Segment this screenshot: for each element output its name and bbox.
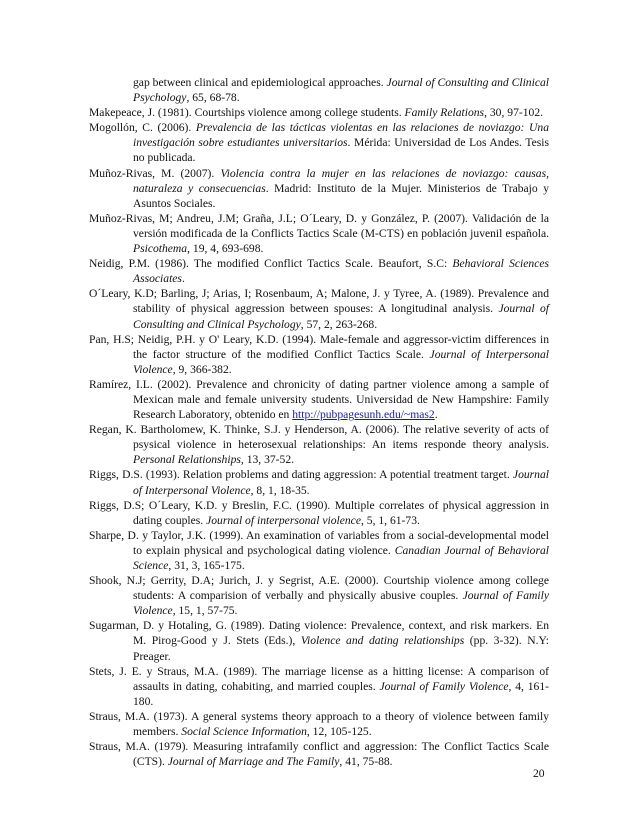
reference-text: . Mérida: Universidad de Los Andes. Tesis no publicada. xyxy=(133,136,549,165)
reference-text: Riggs, D.S; O´Leary, K.D. y Breslin, F.C. (1990). Multiple correlates of physical aggression in dating couples. xyxy=(89,498,549,527)
reference-source-title: Journal of Interpersonal Violence xyxy=(133,347,550,376)
reference-entry xyxy=(89,739,549,769)
reference-text: Riggs, D.S. (1993). Relation problems and dating aggression: A potential treatment target. xyxy=(89,468,513,482)
reference-entry xyxy=(89,573,549,618)
reference-entry xyxy=(89,664,549,709)
reference-text: , 8, 1, 18-35. xyxy=(250,483,310,497)
reference-text: Straus, M.A. (1979). Measuring intrafamily conflict and aggression: The Conflict Tactics Scale (CTS). xyxy=(89,740,549,769)
reference-text: , 19, 4, 693-698. xyxy=(187,242,264,256)
reference-text: . Madrid: Instituto de la Mujer. Ministerios de Trabajo y Asuntos Sociales. xyxy=(133,181,549,210)
reference-source-title: Journal of Family Violence xyxy=(379,679,509,693)
reference-text: , 15, 1, 57-75. xyxy=(172,604,238,618)
reference-entry xyxy=(89,467,549,497)
reference-entry xyxy=(89,75,549,105)
reference-text: Neidig, P.M. (1986). The modified Conflict Tactics Scale. Beaufort, S.C: xyxy=(89,257,453,271)
reference-text: , 5, 1, 61-73. xyxy=(360,513,420,527)
reference-source-title: Journal of Interpersonal Violence xyxy=(133,468,549,497)
reference-text: O´Leary, K.D; Barling, J; Arias, I; Rosenbaum, A; Malone, J. y Tyree, A. (1989). Prevalence and stability of physical aggression between spouses: A longitudinal analysis. xyxy=(89,287,549,316)
reference-text: Muñoz-Rivas, M; Andreu, J.M; Graña, J.L; O´Leary, D. y González, P. (2007). Validación de la versión modificada de la Conflicts Tactics Scale (M-CTS) en población juvenil española. xyxy=(89,211,549,240)
reference-entry xyxy=(89,211,549,256)
reference-source-title: Journal of Family Violence xyxy=(133,589,549,618)
reference-text: Ramírez, I.L. (2002). Prevalence and chronicity of dating partner violence among a sample of Mexican male and female university students. Universidad de New Hampshire: Family Research Laboratory, obtenido en xyxy=(89,377,549,422)
reference-text: , 31, 3, 165-175. xyxy=(168,559,245,572)
reference-text: , 30, 97-102. xyxy=(484,106,544,120)
reference-text: Pan, H.S; Neidig, P.H. y O' Leary, K.D. (1994). Male-female and aggressor-victim differences in the factor structure of the modified Conflict Tactics Scale. xyxy=(89,332,549,361)
reference-text: , 65, 68-78. xyxy=(186,91,240,105)
reference-text: , 9, 366-382. xyxy=(172,362,232,376)
reference-entry xyxy=(89,120,549,165)
reference-text: , 41, 75-88. xyxy=(339,755,393,769)
reference-source-title: Violencia contra la mujer en las relaciones de noviazgo: causas, naturaleza y consecuencias xyxy=(133,166,549,195)
reference-entry xyxy=(89,422,549,467)
reference-text: Muñoz-Rivas, M. (2007). xyxy=(89,166,221,180)
reference-source-title: Prevalencia de las tácticas violentas en las relaciones de noviazgo: Una investigación sobre estudiantes universitarios xyxy=(133,121,549,150)
reference-source-title: Behavioral Sciences Associates xyxy=(133,257,549,286)
reference-source-title: Violence and dating relationships xyxy=(300,634,465,648)
reference-source-title: Journal of interpersonal violence xyxy=(206,513,361,527)
reference-source-title: Social Science Information xyxy=(181,725,307,739)
reference-text: , 13, 37-52. xyxy=(240,453,295,467)
reference-entry xyxy=(89,256,549,286)
reference-list xyxy=(89,75,549,769)
reference-entry xyxy=(89,709,549,739)
reference-entry xyxy=(89,286,549,331)
reference-entry xyxy=(89,618,549,663)
reference-text: . xyxy=(434,408,438,422)
reference-text: , 12, 105-125. xyxy=(306,725,372,739)
reference-text: Straus, M.A. (1973). A general systems theory approach to a theory of violence between family members. xyxy=(89,709,549,739)
reference-entry xyxy=(89,105,549,120)
reference-source-title: Journal of Marriage and The Family xyxy=(167,755,340,769)
reference-text: Shook, N.J; Gerrity, D.A; Jurich, J. y Segrist, A.E. (2000). Courtship violence among college students: A comparision of verbally and physically abusive couples. xyxy=(89,574,549,603)
reference-entry xyxy=(89,528,549,573)
reference-source-title: Canadian Journal of Behavioral Science xyxy=(133,543,549,572)
reference-text: Regan, K. Bartholomew, K. Thinke, S.J. y Henderson, A. (2006). The relative severity of acts of psysical violence in heterosexual relationships: An items responde theory analysis. xyxy=(89,423,549,452)
reference-text: (pp. 3-32). N.Y: Preager. xyxy=(133,634,550,663)
reference-text: Sharpe, D. y Taylor, J.K. (1999). An examination of variables from a social-developmental model to explain physical and psychological dating violence. xyxy=(89,528,549,557)
reference-entry xyxy=(89,332,549,377)
reference-text: gap between clinical and epidemiological approaches. xyxy=(133,76,387,89)
reference-text: , 57, 2, 263-268. xyxy=(300,317,378,331)
reference-text: Stets, J. E. y Straus, M.A. (1989). The marriage license as a hitting license: A comparison of assaults in dating, cohabiting, and married couples. xyxy=(89,664,549,693)
page-number: 20 xyxy=(533,767,545,780)
reference-text: , 4, 161-180. xyxy=(133,679,549,708)
reference-text: Sugarman, D. y Hotaling, G. (1989). Dating violence: Prevalence, context, and risk markers. En M. Pirog-Good y J. Stets (Eds.), xyxy=(89,619,549,648)
reference-entry xyxy=(89,377,549,422)
reference-source-title: Journal of Consulting and Clinical Psychology xyxy=(133,76,549,105)
reference-source-title: Journal of Consulting and Clinical Psychology xyxy=(133,302,549,331)
reference-entry xyxy=(89,498,549,528)
reference-source-title: Personal Relationships xyxy=(133,453,241,467)
reference-text: Mogollón, C. (2006). xyxy=(89,121,196,135)
reference-source-title: Psicothema xyxy=(133,242,188,256)
reference-source-title: Family Relations xyxy=(404,106,485,120)
reference-text: Makepeace, J. (1981). Courtships violence among college students. xyxy=(89,106,405,120)
reference-link[interactable]: http://pubpagesunh.edu/~mas2 xyxy=(292,408,435,422)
reference-entry xyxy=(89,166,549,211)
reference-text: . xyxy=(181,272,185,286)
